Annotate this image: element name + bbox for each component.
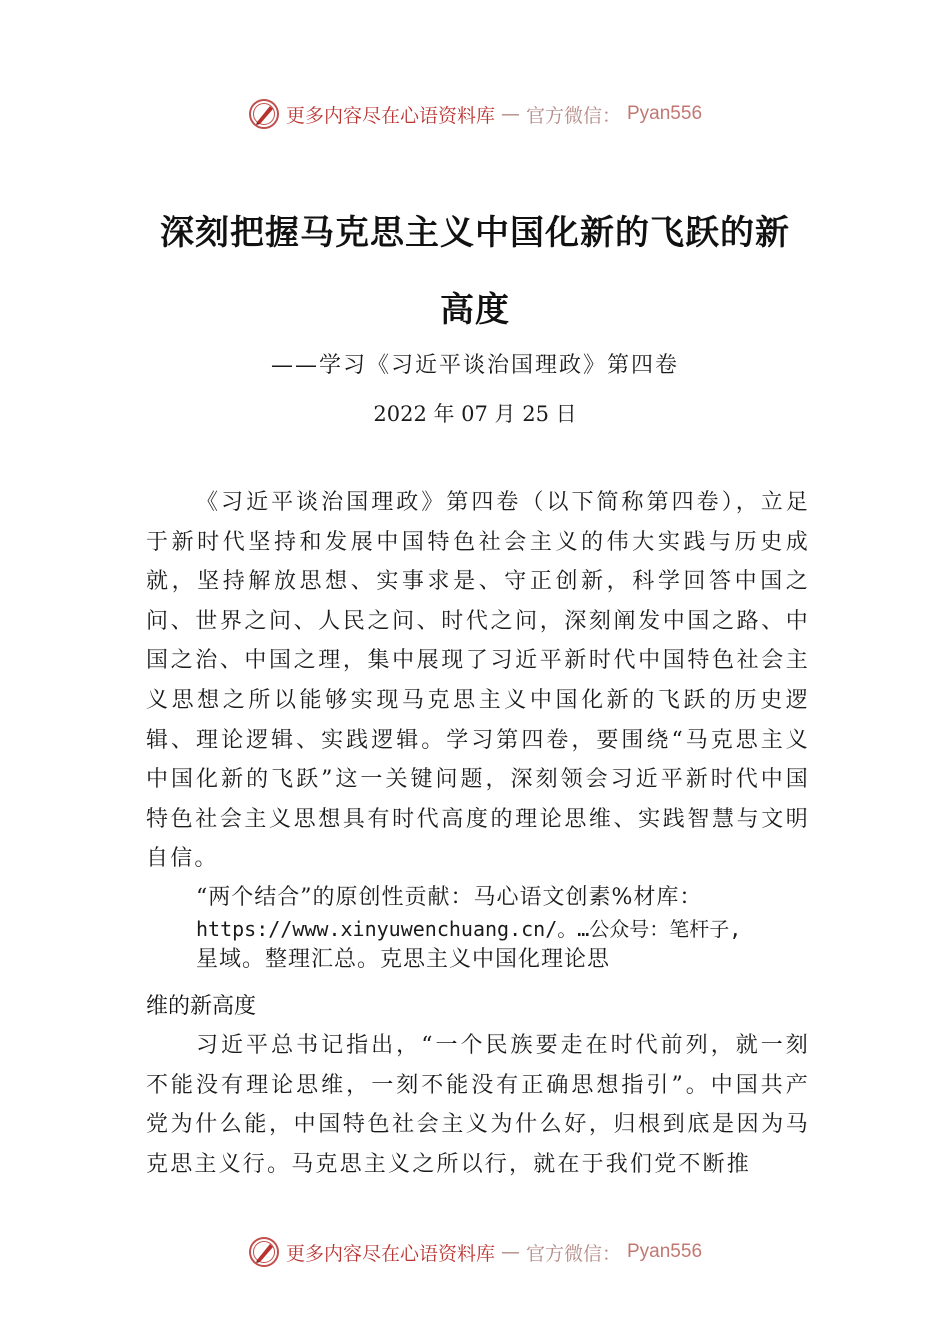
- banner-main-text: 更多内容尽在心语资料库: [285, 104, 495, 127]
- document-subtitle: ——学习《习近平谈治国理政》第四卷: [270, 353, 679, 378]
- document-title-line2: 高度: [440, 290, 510, 330]
- note-line-2: https://www.xinyuwenchuang.cn/。…公众号：笔杆子,: [196, 917, 742, 941]
- banner-wechat-id: Pyan556: [627, 1241, 703, 1262]
- banner-wechat-id: Pyan556: [627, 103, 703, 124]
- header-banner: [0, 98, 950, 130]
- footer-banner: [0, 1236, 950, 1268]
- document-date: 2022 年 07 月 25 日: [373, 402, 577, 426]
- banner-dash: —: [500, 1241, 520, 1263]
- body-paragraph-2: 习近平总书记指出，“一个民族要走在时代前列，就一刻不能没有理论思维，一刻不能没有正确思想指引”。中国共产党为什么能，中国特色社会主义为什么好，归根到底是因为马克思主义行。马克思主义之所以行，就在于我们党不断推: [146, 1033, 810, 1177]
- banner-main-text: 更多内容尽在心语资料库: [285, 1242, 495, 1265]
- banner-wechat-label: 官方微信：: [525, 1242, 621, 1265]
- pen-logo-icon: [248, 98, 280, 130]
- section-heading: 维的新高度: [146, 994, 257, 1019]
- pen-logo-icon: [248, 1236, 280, 1268]
- note-line-1: “两个结合”的原创性贡献：马心语文创素%材库：: [196, 885, 703, 910]
- note-line-3: 星域。整理汇总。克思主义中国化理论思: [196, 947, 611, 972]
- banner-dash: —: [500, 103, 520, 125]
- banner-wechat-label: 官方微信：: [525, 104, 621, 127]
- document-title-line1: 深刻把握马克思主义中国化新的飞跃的新: [160, 213, 790, 253]
- body-paragraph-1: 《习近平谈治国理政》第四卷（以下简称第四卷），立足于新时代坚持和发展中国特色社会主义的伟大实践与历史成就，坚持解放思想、实事求是、守正创新，科学回答中国之问、世界之问、人民之问、时代之问，深刻阐发中国之路、中国之治、中国之理，集中展现了习近平新时代中国特色社会主义思想之所以能够实现马克思主义中国化新的飞跃的历史逻辑、理论逻辑、实践逻辑。学习第四卷，要围绕“马克思主义中国化新的飞跃”这一关键问题，深刻领会习近平新时代中国特色社会主义思想具有时代高度的理论思维、实践智慧与文明自信。: [146, 490, 810, 872]
